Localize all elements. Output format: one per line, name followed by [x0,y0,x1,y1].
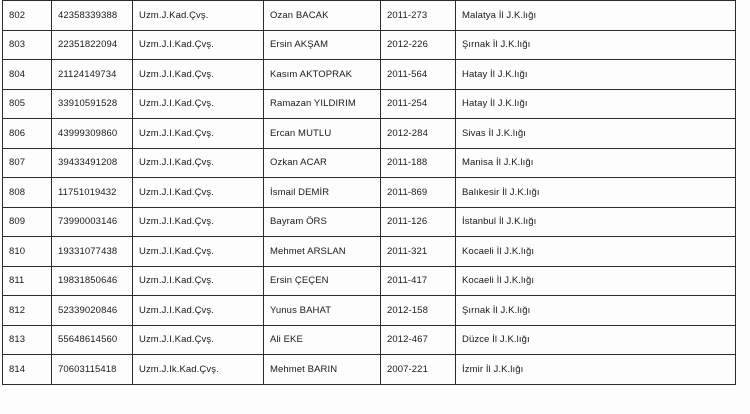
table-row [3,207,736,237]
rank: Uzm.J.I.Kad.Çvş. [133,266,264,296]
full-name: Bayram ÖRS [264,207,381,237]
rank: Uzm.J.I.Kad.Çvş. [133,89,264,119]
id-number: 73990003146 [52,207,133,237]
full-name: Ramazan YILDIRIM [264,89,381,119]
unit-name: İstanbul İl J.K.lığı [456,207,736,237]
id-number: 42358339388 [52,1,133,31]
row-number: 814 [3,355,52,385]
full-name: Mehmet ARSLAN [264,237,381,267]
full-name: İsmail DEMİR [264,178,381,208]
rank: Uzm.J.I.Kad.Çvş. [133,30,264,60]
reference-code: 2011-417 [381,266,456,296]
table-row [3,1,736,31]
unit-name: Manisa İl J.K.lığı [456,148,736,178]
unit-name: Şırnak İl J.K.lığı [456,30,736,60]
row-number: 802 [3,1,52,31]
row-number: 806 [3,119,52,149]
reference-code: 2011-254 [381,89,456,119]
id-number: 52339020846 [52,296,133,326]
id-number: 70603115418 [52,355,133,385]
full-name: Ercan MUTLU [264,119,381,149]
row-number: 809 [3,207,52,237]
rank: Uzm.J.I.Kad.Çvş. [133,237,264,267]
rank: Uzm.J.I.Kad.Çvş. [133,119,264,149]
id-number: 39433491208 [52,148,133,178]
row-number: 812 [3,296,52,326]
reference-code: 2011-321 [381,237,456,267]
row-number: 803 [3,30,52,60]
reference-code: 2012-467 [381,325,456,355]
reference-code: 2012-284 [381,119,456,149]
unit-name: Sivas İl J.K.lığı [456,119,736,149]
table-row [3,237,736,267]
unit-name: Malatya İl J.K.lığı [456,1,736,31]
rank: Uzm.J.Kad.Çvş. [133,1,264,31]
table-row [3,148,736,178]
rank: Uzm.J.I.Kad.Çvş. [133,296,264,326]
table-row [3,119,736,149]
row-number: 807 [3,148,52,178]
reference-code: 2012-158 [381,296,456,326]
rank: Uzm.J.I.Kad.Çvş. [133,325,264,355]
table-row [3,266,736,296]
unit-name: Hatay İl J.K.lığı [456,89,736,119]
reference-code: 2011-273 [381,1,456,31]
unit-name: Kocaeli İl J.K.lığı [456,266,736,296]
table-row [3,178,736,208]
table-row [3,60,736,90]
id-number: 22351822094 [52,30,133,60]
row-number: 810 [3,237,52,267]
reference-code: 2012-226 [381,30,456,60]
full-name: Ersin AKŞAM [264,30,381,60]
unit-name: Düzce İl J.K.lığı [456,325,736,355]
table-row [3,89,736,119]
full-name: Ersin ÇEÇEN [264,266,381,296]
reference-code: 2007-221 [381,355,456,385]
rank: Uzm.J.I.Kad.Çvş. [133,178,264,208]
id-number: 11751019432 [52,178,133,208]
rank: Uzm.J.Ik.Kad.Çvş. [133,355,264,385]
full-name: Ali EKE [264,325,381,355]
full-name: Ozkan ACAR [264,148,381,178]
row-number: 808 [3,178,52,208]
id-number: 43999309860 [52,119,133,149]
reference-code: 2011-869 [381,178,456,208]
reference-code: 2011-188 [381,148,456,178]
rank: Uzm.J.I.Kad.Çvş. [133,60,264,90]
table-row [3,30,736,60]
reference-code: 2011-564 [381,60,456,90]
personnel-table [2,0,736,385]
full-name: Ozan BACAK [264,1,381,31]
row-number: 805 [3,89,52,119]
row-number: 804 [3,60,52,90]
full-name: Yunus BAHAT [264,296,381,326]
full-name: Mehmet BARIN [264,355,381,385]
table-row [3,325,736,355]
table-row [3,296,736,326]
unit-name: Balıkesir İl J.K.lığı [456,178,736,208]
row-number: 811 [3,266,52,296]
full-name: Kasım AKTOPRAK [264,60,381,90]
id-number: 19831850646 [52,266,133,296]
unit-name: Şırnak İl J.K.lığı [456,296,736,326]
id-number: 19331077438 [52,237,133,267]
unit-name: Hatay İl J.K.lığı [456,60,736,90]
rank: Uzm.J.I.Kad.Çvş. [133,207,264,237]
unit-name: İzmir İl J.K.lığı [456,355,736,385]
id-number: 55648614560 [52,325,133,355]
row-number: 813 [3,325,52,355]
unit-name: Kocaeli İl J.K.lığı [456,237,736,267]
id-number: 33910591528 [52,89,133,119]
table-row [3,355,736,385]
id-number: 21124149734 [52,60,133,90]
personnel-table-body [3,1,736,385]
reference-code: 2011-126 [381,207,456,237]
rank: Uzm.J.I.Kad.Çvş. [133,148,264,178]
